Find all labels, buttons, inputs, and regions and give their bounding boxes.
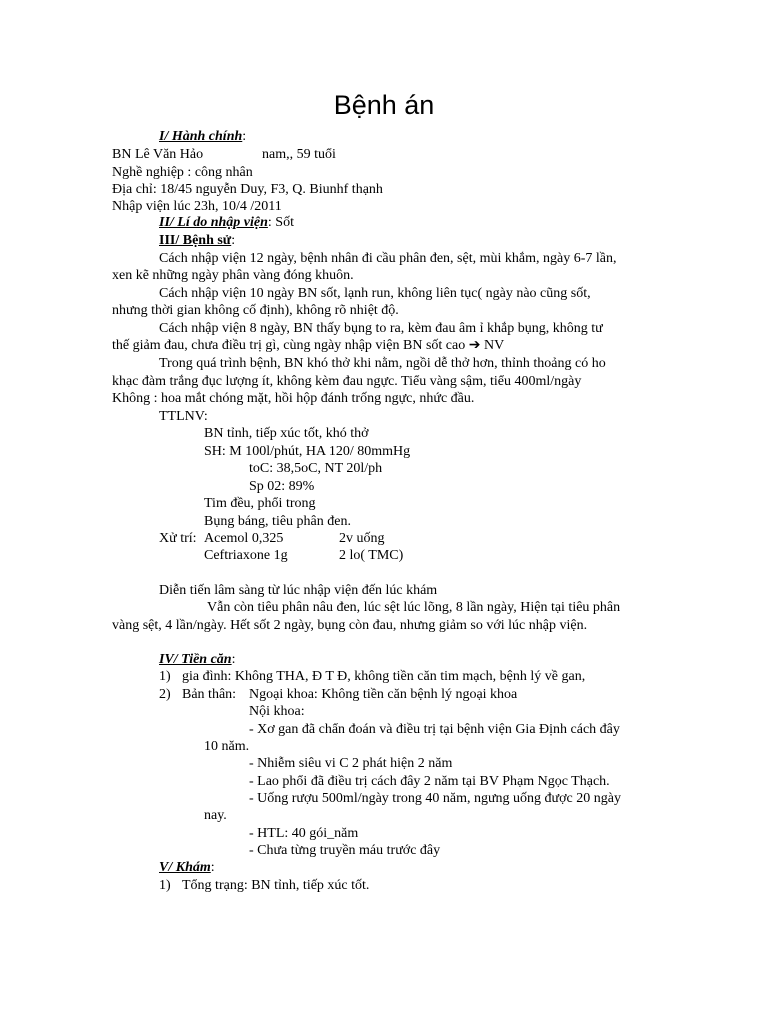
past-item: - Nhiễm siêu vi C 2 phát hiện 2 năm bbox=[249, 756, 453, 771]
history-line: khạc đàm trắng đục lượng ít, không kèm đau ngực. Tiểu vàng sậm, tiểu 400ml/ngày bbox=[112, 374, 582, 389]
treatment-dose: 2v uống bbox=[339, 531, 385, 546]
patient-sex-age: nam,, 59 tuổi bbox=[262, 147, 336, 162]
past-family: gia đình: Không THA, Đ T Đ, không tiền căn tim mạch, bệnh lý về gan, bbox=[182, 669, 586, 684]
ttlnv-line: SH: M 100l/phút, HA 120/ 80mmHg bbox=[204, 444, 411, 459]
section-heading: V/ Khám bbox=[159, 860, 211, 875]
address: Địa chỉ: 18/45 nguyễn Duy, F3, Q. Biunhf thạnh bbox=[112, 182, 383, 197]
past-self-label: Bản thân: bbox=[182, 687, 237, 702]
past-item: - Lao phổi đã điều trị cách đây 2 năm tại BV Phạm Ngọc Thạch. bbox=[249, 774, 610, 789]
exam-number: 1) bbox=[159, 878, 171, 893]
section-heading: IV/ Tiền căn bbox=[159, 652, 232, 667]
history-line: Cách nhập viện 12 ngày, bệnh nhân đi cầu phân đen, sệt, mùi khắm, ngày 6-7 lần, bbox=[159, 251, 617, 266]
ttlnv-line: BN tỉnh, tiếp xúc tốt, khó thở bbox=[204, 426, 369, 441]
ttlnv-line: Sp 02: 89% bbox=[249, 479, 315, 494]
past-item: - Xơ gan đã chẩn đoán và điều trị tại bệnh viện Gia Định cách đây bbox=[249, 722, 620, 737]
history-line: nhưng thời gian không cố định), không rõ nhiệt độ. bbox=[112, 303, 399, 318]
past-number: 2) bbox=[159, 687, 171, 702]
ttlnv-label: TTLNV: bbox=[159, 409, 208, 424]
section-reason: II/ Lí do nhập viện: Sốt bbox=[159, 215, 294, 230]
patient-name: BN Lê Văn Hảo bbox=[112, 147, 204, 162]
history-line: xen kẽ những ngày phân vàng đóng khuôn. bbox=[112, 268, 354, 283]
past-surgical: Ngoại khoa: Không tiền căn bệnh lý ngoại khoa bbox=[249, 687, 518, 702]
progress-line: vàng sệt, 4 lần/ngày. Hết sốt 2 ngày, bụng còn đau, nhưng giảm so với lúc nhập viện. bbox=[112, 618, 588, 633]
section-heading: II/ Lí do nhập viện bbox=[159, 215, 268, 230]
arrow-icon: ➔ bbox=[468, 338, 481, 353]
history-line: thế giảm đau, chưa điều trị gì, cùng ngày nhập viện BN sốt cao ➔ NV bbox=[112, 338, 505, 353]
treatment-dose: 2 lo( TMC) bbox=[339, 548, 404, 563]
ttlnv-line: Tim đều, phổi trong bbox=[204, 496, 316, 511]
history-line: Trong quá trình bệnh, BN khó thở khi nằm, ngồi dễ thở hơn, thỉnh thoảng có ho bbox=[159, 356, 606, 371]
history-line: Cách nhập viện 10 ngày BN sốt, lạnh run, không liên tục( ngày nào cũng sốt, bbox=[159, 286, 591, 301]
history-line: Cách nhập viện 8 ngày, BN thấy bụng to ra, kèm đau âm ỉ khắp bụng, không tư bbox=[159, 321, 603, 336]
history-line: Không : hoa mắt chóng mặt, hồi hộp đánh trống ngực, nhức đầu. bbox=[112, 391, 475, 406]
treatment-label: Xử trí: bbox=[159, 531, 197, 546]
progress-line: Diễn tiến lâm sàng từ lúc nhập viện đến lúc khám bbox=[159, 583, 438, 598]
ttlnv-line: Bụng báng, tiêu phân đen. bbox=[204, 514, 351, 529]
past-item: 10 năm. bbox=[204, 739, 250, 754]
section-past-history: IV/ Tiền căn: bbox=[159, 652, 236, 667]
past-number: 1) bbox=[159, 669, 171, 684]
past-internal-label: Nội khoa: bbox=[249, 704, 305, 719]
section-history: III/ Bệnh sử: bbox=[159, 233, 236, 248]
progress-line: Vẫn còn tiêu phân nâu đen, lúc sệt lúc lõng, 8 lần ngày, Hiện tại tiêu phân bbox=[207, 600, 621, 615]
past-item: - Uống rượu 500ml/ngày trong 40 năm, ngưng uống được 20 ngày bbox=[249, 791, 621, 806]
section-heading: I/ Hành chính bbox=[159, 129, 243, 144]
occupation: Nghề nghiệp : công nhân bbox=[112, 165, 253, 180]
treatment-drug: Acemol 0,325 bbox=[204, 531, 284, 546]
past-item: - Chưa từng truyền máu trước đây bbox=[249, 843, 441, 858]
past-item: nay. bbox=[204, 808, 227, 823]
section-administrative: I/ Hành chính: bbox=[159, 129, 247, 144]
section-exam: V/ Khám: bbox=[159, 860, 215, 875]
ttlnv-line: toC: 38,5oC, NT 20l/ph bbox=[249, 461, 383, 476]
section-heading: III/ Bệnh sử bbox=[159, 233, 232, 248]
past-item: - HTL: 40 gói_năm bbox=[249, 826, 359, 841]
document-title: Bệnh án bbox=[333, 90, 435, 120]
admission-time: Nhập viện lúc 23h, 10/4 /2011 bbox=[112, 199, 282, 214]
treatment-drug: Ceftriaxone 1g bbox=[204, 548, 288, 563]
exam-general: Tổng trạng: BN tỉnh, tiếp xúc tốt. bbox=[182, 878, 370, 893]
